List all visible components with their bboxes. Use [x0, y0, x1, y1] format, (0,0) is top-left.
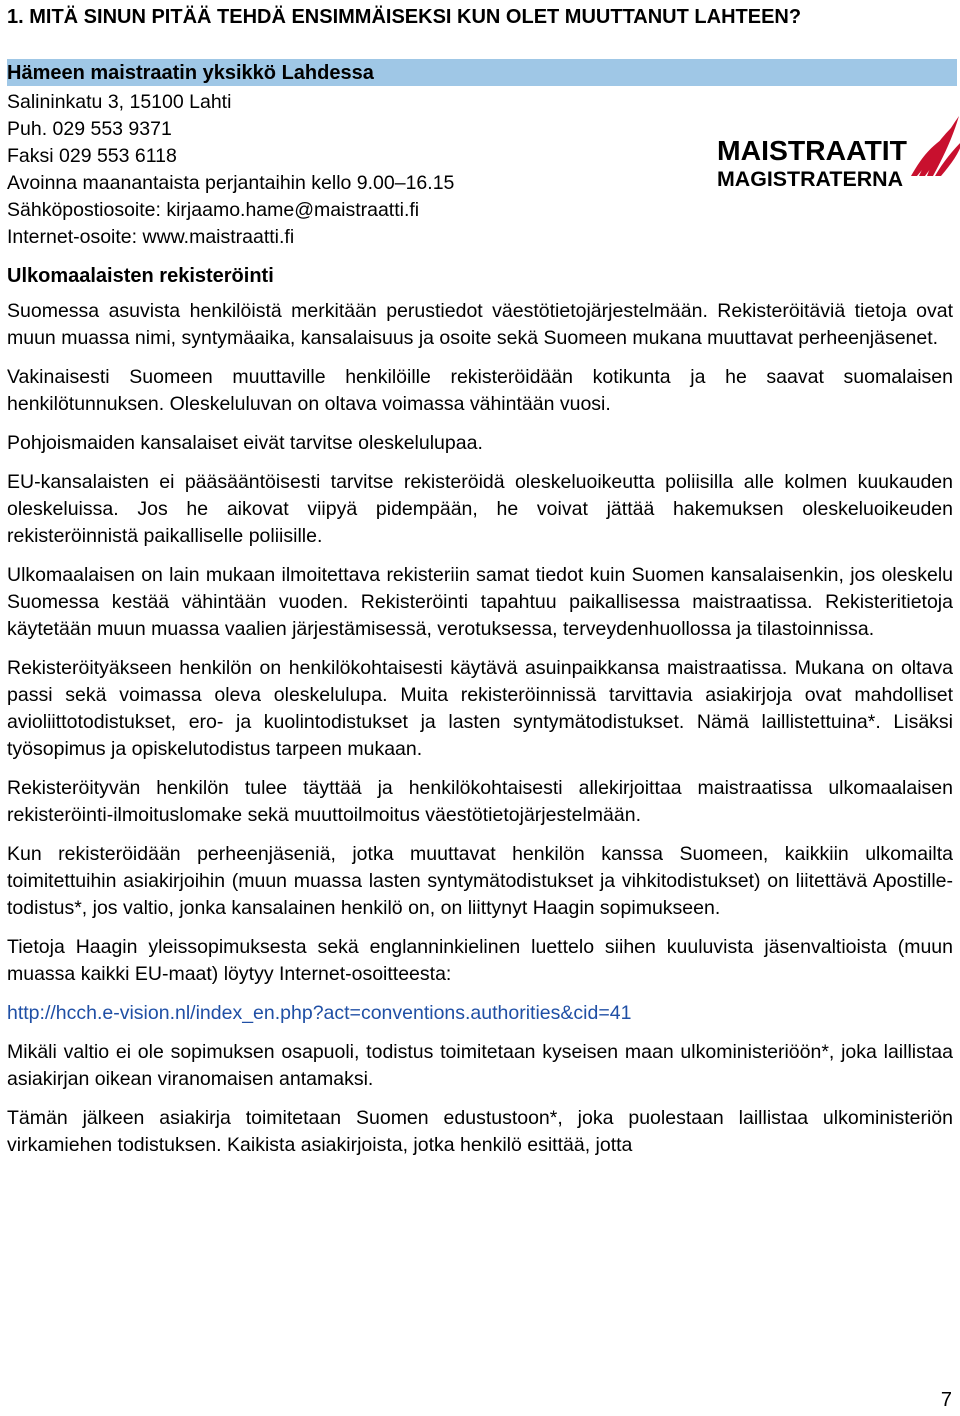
paragraph: Rekisteröityäkseen henkilön on henkilökohtaisesti käytävä asuinpaikkansa maistraatissa. Mukana on oltava passi sekä voimassa oleva oleskelulupa. Muita rekisteröinnissä tarvittavia asiakirjoja ovat mahdolliset avioliittotodistukset, ero- ja kuolintodistukset ja lasten syntymätodistukset. Nämä laillistettuina*. Lisäksi työsopimus ja opiskelutodistus tarpeen mukaan.: [7, 657, 953, 760]
paragraph: Ulkomaalaisen on lain mukaan ilmoitettava rekisteriin samat tiedot kuin Suomen kansalaisenkin, jos oleskelu Suomessa kestää vähintään vuoden. Rekisteröinti tapahtuu paikallisessa maistraatissa. Rekisteritietoja käytetään muun muassa vaalien järjestämisessä, verotuksessa, terveydenhuollossa ja tilastoinnissa.: [7, 564, 953, 640]
fax-line: Faksi 029 553 6118: [7, 145, 177, 167]
paragraph: Tämän jälkeen asiakirja toimitetaan Suomen edustustoon*, joka puolestaan laillistaa ulkoministeriön virkamiehen todistuksen. Kaikista asiakirjoista, jotka henkilö esittää, jotta: [7, 1107, 953, 1156]
office-name-bar: Hämeen maistraatin yksikkö Lahdessa: [7, 59, 957, 86]
website-line: Internet-osoite: www.maistraatti.fi: [7, 226, 295, 248]
paragraph: Kun rekisteröidään perheenjäseniä, jotka muuttavat henkilön kanssa Suomeen, kaikkiin ulkomailta toimitettuihin asiakirjoihin (muun muassa lasten syntymätodistukset ja vihkitodistukset) on liitettävä Apostille-todistus*, jos valtio, jonka kansalainen henkilö on, on liittynyt Haagin sopimukseen.: [7, 843, 953, 919]
contact-block: [7, 89, 953, 251]
logo-line-1: MAISTRAATIT: [717, 135, 907, 166]
paragraph: Mikäli valtio ei ole sopimuksen osapuoli, todistus toimitetaan kyseisen maan ulkoministeriöön*, joka laillistaa asiakirjan oikean viranomaisen antamaksi.: [7, 1041, 953, 1090]
maistraatit-logo: [713, 106, 960, 196]
paragraph: EU-kansalaisten ei pääsääntöisesti tarvitse rekisteröidä oleskeluoikeutta poliisilla alle kolmen kuukauden oleskeluissa. Jos he aikovat viipyä pidempään, he voivat jättää hakemuksen oleskeluoikeuden rekisteröinnistä paikalliselle poliisille.: [7, 471, 953, 547]
section-title: Ulkomaalaisten rekisteröinti: [7, 265, 274, 287]
document-page: [7, 0, 953, 1171]
page-number: 7: [940, 1389, 952, 1411]
paragraph: Tietoja Haagin yleissopimuksesta sekä englanninkielinen luettelo siihen kuuluvista jäsenvaltioista (muun muassa kaikki EU-maat) löytyy Internet-osoitteesta:: [7, 936, 953, 985]
email-line: Sähköpostiosoite: kirjaamo.hame@maistraatti.fi: [7, 199, 420, 221]
paragraph: Vakinaisesti Suomeen muuttaville henkilöille rekisteröidään kotikunta ja he saavat suomalaisen henkilötunnuksen. Oleskeluluvan on oltava voimassa vähintään vuosi.: [7, 366, 953, 415]
paragraph: Pohjoismaiden kansalaiset eivät tarvitse oleskelulupaa.: [7, 432, 483, 454]
logo-wing-icon: [911, 116, 960, 176]
logo-line-2: MAGISTRATERNA: [717, 168, 903, 191]
phone-line: Puh. 029 553 9371: [7, 118, 172, 140]
page-heading: 1. MITÄ SINUN PITÄÄ TEHDÄ ENSIMMÄISEKSI KUN OLET MUUTTANUT LAHTEEN?: [7, 6, 802, 28]
address-line: Salininkatu 3, 15100 Lahti: [7, 91, 232, 113]
hcch-link[interactable]: http://hcch.e-vision.nl/index_en.php?act=conventions.authorities&cid=41: [7, 1002, 632, 1024]
paragraph: Rekisteröityvän henkilön tulee täyttää ja henkilökohtaisesti allekirjoittaa maistraatissa ulkomaalaisen rekisteröinti-ilmoituslomake sekä muuttoilmoitus väestötietojärjestelmään.: [7, 777, 953, 826]
paragraph: Suomessa asuvista henkilöistä merkitään perustiedot väestötietojärjestelmään. Rekisteröitäviä tietoja ovat muun muassa nimi, syntymäaika, kansalaisuus ja osoite sekä Suomeen mukana muuttavat perheenjäsenet.: [7, 300, 953, 349]
opening-hours-line: Avoinna maanantaista perjantaihin kello 9.00–16.15: [7, 172, 455, 194]
